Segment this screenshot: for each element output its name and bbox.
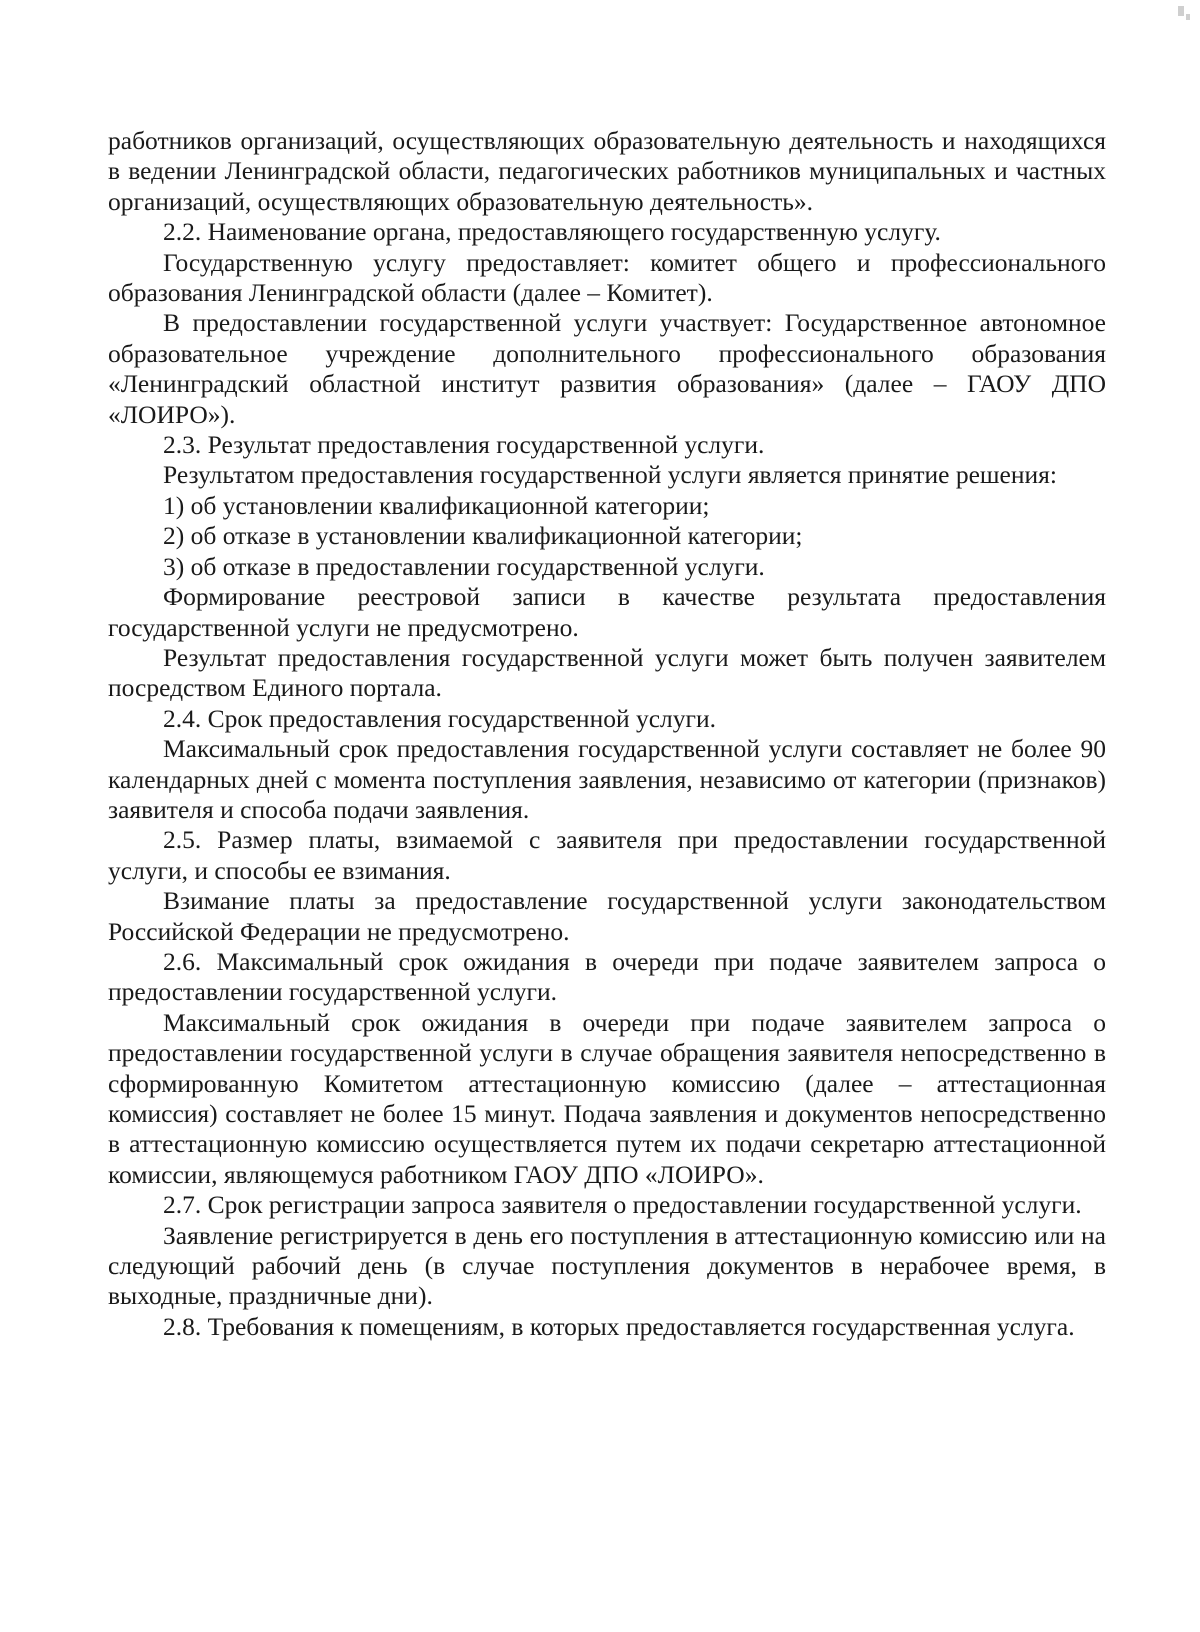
paragraph: 2.6. Максимальный срок ожидания в очереди при подаче заявителем запроса о предоставлении государственной услуги.	[108, 946, 1106, 1007]
paragraph: 1) об установлении квалификационной категории;	[163, 490, 710, 520]
paragraph: Формирование реестровой записи в качестве результата предоставления государственной услуги не предусмотрено.	[108, 582, 1106, 642]
paragraph: Результатом предоставления государственной услуги является принятие решения:	[163, 460, 1057, 490]
paragraph: 2.5. Размер платы, взимаемой с заявителя при предоставлении государственной услуги, и способы ее взимания.	[108, 825, 1106, 885]
paragraph: 2.3. Результат предоставления государственной услуги.	[163, 430, 765, 460]
paragraph: Результат предоставления государственной услуги может быть получен заявителем посредством Единого портала.	[108, 642, 1106, 703]
paragraph: В предоставлении государственной услуги участвует: Государственное автономное образовательное учреждение дополнительного профессионального образования «Ленинградский областной институт развития образования» (далее – ГАОУ ДПО «ЛОИРО»).	[108, 308, 1106, 429]
scan-artifact	[1186, 14, 1190, 20]
paragraph: Государственную услугу предоставляет: комитет общего и профессионального образования Ленинградской области (далее – Комитет).	[108, 247, 1106, 308]
paragraph: 2) об отказе в установлении квалификационной категории;	[163, 521, 803, 551]
paragraph: 2.7. Срок регистрации запроса заявителя о предоставлении государственной услуги.	[163, 1190, 1082, 1220]
paragraph: 3) об отказе в предоставлении государственной услуги.	[163, 551, 765, 581]
paragraph: Максимальный срок ожидания в очереди при подаче заявителем запроса о предоставлении государственной услуги в случае обращения заявителя непосредственно в сформированную Комитетом аттестационную комиссию (далее – аттестационная комиссия) составляет не более 15 минут. Подача заявления и документов непосредственно в аттестационную комиссию осуществляется путем их подачи секретарю аттестационной комиссии, являющемуся работником ГАОУ ДПО «ЛОИРО».	[108, 1007, 1106, 1189]
paragraph: работников организаций, осуществляющих образовательную деятельность и находящихся в ведении Ленинградской области, педагогических работников муниципальных и частных организаций, осуществляющих образовательную деятельность».	[108, 126, 1106, 216]
paragraph: 2.8. Требования к помещениям, в которых предоставляется государственная услуга.	[163, 1311, 1075, 1341]
paragraph: Максимальный срок предоставления государственной услуги составляет не более 90 календарных дней с момента поступления заявления, независимо от категории (признаков) заявителя и способа подачи заявления.	[108, 734, 1106, 824]
paragraph: 2.4. Срок предоставления государственной услуги.	[163, 703, 717, 733]
paragraph: Взимание платы за предоставление государственной услуги законодательством Российской Федерации не предусмотрено.	[108, 886, 1106, 946]
document-body	[108, 126, 1106, 1342]
scan-artifact	[1178, 6, 1184, 16]
paragraph: 2.2. Наименование органа, предоставляющего государственную услугу.	[163, 217, 941, 247]
paragraph: Заявление регистрируется в день его поступления в аттестационную комиссию или на следующий рабочий день (в случае поступления документов в нерабочее время, в выходные, праздничные дни).	[108, 1220, 1106, 1311]
